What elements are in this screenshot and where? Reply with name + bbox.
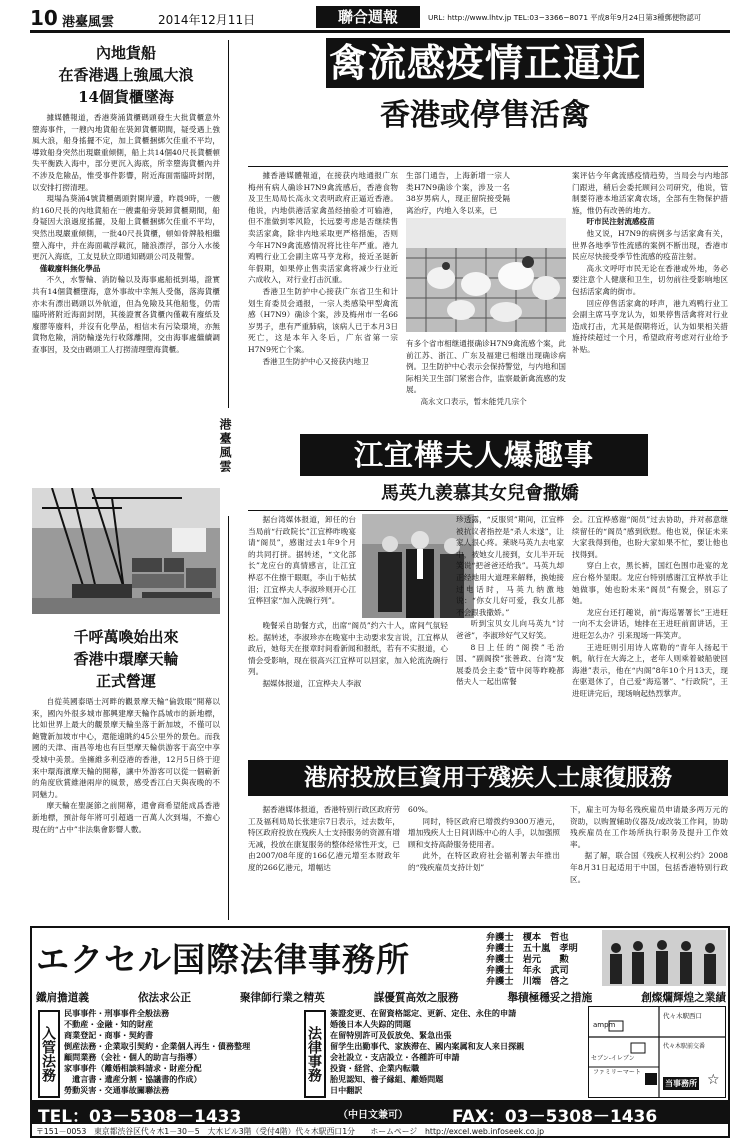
ad-tel-bar (32, 1100, 728, 1124)
ad-mid-line-4: 会社設立・支店設立・各種許可申請 (330, 1052, 460, 1062)
main-col3-p2: 他又说，H7N9的病例多与活家禽有关，世界各地季节性流感的案例不断出现，香港市民应尽快接受季节性流感的疫苗注射。 (572, 228, 728, 262)
second-subhead-rule (248, 510, 728, 511)
left1-para1: 據媒體報道，香港葵涌貨櫃碼頭發生大批貨櫃意外墮海事件，一艘內地貨船在裝卸貨櫃期間，疑受遇上強風大浪，船身搖擺不定，加上貨櫃捆綁欠佳重不平均，導致船身突然出現嚴重傾側，船上共14個40尺長貨櫃頓失平衡跌入海中，部分更沉入海底，所幸墮海貨櫃內并不涉及危險品，惟受事件影響，附近海面需臨時封閉，以安排打撈清理。 (32, 113, 220, 192)
slogan-1: 依法求公正 (137, 992, 191, 1004)
third-col3-p2: 据了解，联合国《残疾人权利公约》2008年8月31日起适用于中国，包括香港特别行政区。 (570, 851, 728, 884)
second-col1-p3: 据媒体报道，江宜桦夫人李淑 (262, 678, 362, 688)
main-col1 (248, 170, 398, 470)
third-col1-p1: 据香港媒体报道，香港特别行政区政府劳工及福利局局长张建宗7日表示，过去数年，特区政府投放在残疾人士支持服务的资源有增无减，投放在康复服务的整体经常性开支，已由2007/08年度的166亿港元增至本财政年度的266亿港元，增幅达 (248, 805, 400, 872)
ad-mid-lines (330, 1008, 582, 1096)
second-col2-p1: 珍透露，“反服贸”期间，江宜桦被抗议者指控是“杀人未遂”，让家人很心疼。莱晓马英九去电家中，被她女儿接到，女儿半开玩笑说“把爸爸还给我”。马英九却正经地用大道理来解释，换她接过电话时，马英九纳激地说：“你女儿好可爱，我女儿都不会跟我撒娇。” (456, 515, 564, 617)
main-col1-p2: 香港卫生防护中心接获广东省卫生和计划生育委员会通报，一宗人类感染甲型禽流感（H7N9）确诊个案，涉及梅州市一名66岁男子，患有严重肺病，该病人已于本月3日死亡，这是本年入冬后，广东省第一宗H7N9死亡个案。 (248, 286, 398, 354)
ad-mid-tag: 法律事務 (304, 1010, 326, 1098)
left2-para1: 自從英國泰晤士河畔的觀景摩天輪“倫敦眼”開幕以來，國內外很多城市都興建摩天輪作爲城市的新地標，比如世界上最大的觀景摩天輪坐落于新加坡，不僅可以飽覽新加坡市中心，還能遠眺約45公里外的景色。而我國的天津、南昌等地也有巨型摩天輪供游客于高空中享受城中美景。坐擁維多利亞港的香港，12月5日終于迎來中環海濱摩天輪的開幕，讓中外游客可以從一個嶄新的角度欣賞維港兩岸的風景，感受香江白天與夜晚的不同魅力。 (32, 697, 220, 799)
left1-para2: 現場為葵涌4號貨櫃碼頭對開岸邊，昨晨9時，一艘約160尺長的內地貨船在一艘畫船旁裝卸貨櫃期間，船身疑因大浪過度搖擺，及船上貨櫃捆綁欠佳重不平均，突然出現嚴重傾側，一批40尺長貨櫃，頓如骨牌般相繼墮入海中，并在海面載浮載沉，隨浪漂浮，部分入水後更沉入海底，工友見狀立即通知碼頭公司及報警。 (32, 194, 220, 262)
paper-name: 聯合週報 (316, 6, 420, 28)
second-col3-p3: 龙应台还打趣说，前“海巡署署长”王进旺一向不太会讲话，她排在王进旺前面讲话，王进旺怎么办？引来现场一阵笑声。 (572, 607, 728, 640)
ad-lawyer-4: 弁護士 川端 啓之 (486, 976, 569, 987)
second-headline: 江宜樺夫人爆趣事 (300, 434, 648, 476)
main-col1-p1: 據香港媒體報道，在接获内地通报广东梅州有病人确诊H7N9禽流感后，香港食物及卫生局局长高永文表明政府正逼近香港。他说，内地供港活家禽虽经抽验才可输港，但不准做到零风险，长远要考虑是否继续售卖活家禽，除非内地采取更严格措施，否则今年H7N9禽流感情况将比往年严重。港九鸡鸭行业工会副主席马亨龙称，接近圣诞新年假期，如果停止售卖活家禽将减少行业近六成收入，对行业打击沉重。 (248, 171, 398, 285)
main-subheadline: 香港或停售活禽 (380, 98, 590, 133)
second-col1-top (248, 514, 356, 618)
map-ampm: ampm (593, 1021, 616, 1029)
side-label: 港臺風雲 (218, 418, 232, 474)
second-col2-p2: 听到宝贝女儿向马英九“讨爸爸”，李淑珍好气又好笑。 (456, 619, 564, 640)
left2-title3: 正式營運 (95, 672, 156, 690)
second-subheadline: 馬英九羨慕其女兒會撒嬌 (381, 483, 579, 504)
ad-left-line-3: 倒産法務・企業取引契約・企業個人再生・債務整理 (64, 1041, 251, 1051)
left1-title1: 內地貨船 (95, 44, 156, 62)
main-headline: 禽流感疫情正逼近 (326, 38, 644, 88)
ad-lawyer-2: 弁護士 岩元 勲 (486, 954, 569, 965)
ad-firm-name: エクセル国際法律事務所 (36, 940, 410, 979)
third-col2-p1: 60%。 (408, 805, 433, 814)
second-col2-p3: 8日上任的“阁揆”毛治国、“副阁揆”张善政、台湾“发展委员会主委”管中闵等昨晚都偕夫人一起出席餐 (456, 642, 564, 687)
second-col1-p2: 晚餐采自助餐方式，出席“阁员”约六十人，席间气氛轻松。据转述，李淑珍亦在晚宴中主动要求发言说，江宜桦从政后，她每天在报章时间看新闻和报纸，若有不实报道，心情会受影响，现在很高兴江宜桦可以回家，加入轮流洗碗行列。 (248, 621, 448, 677)
second-col3-p1: 会。江宜桦感谢“阁员”过去协助，并对郝意继续留任的“阁员”感到欣慰。他也说，保证未来大家我得到他，也盼大家如果不忙，要让他也找得到。 (572, 515, 728, 559)
ad-mid-line-3: 留学生出勤事代、家族滞在、國内案属和友人来日探親 (330, 1041, 525, 1051)
main-subhead-rule (248, 166, 728, 167)
column-divider-top (228, 40, 229, 408)
slogan-2: 聚律師行業之精英 (239, 992, 325, 1004)
third-col3-p1: 下，雇主可为每名残疾雇员申请最多两万元的资助，以购置辅助仪器及/或改装工作间，协助残疾雇员在工作场所执行职务及提升工作效率。 (570, 805, 728, 849)
map-familymart: ファミリーマート (593, 1069, 641, 1076)
left1-para3: 不久，水警輪、消防輪以及海事處船抵到場，證實共有14個貨櫃墮海，意外事故中幸無人受傷，落海貨櫃亦未有漂出碼頭以外航道，但為免險及其他船隻，仍需臨時將附近海面封閉，其後證實各貨櫃內僅載有廢紙及廢膠等廢料，并沒有化學品，相信未有污染環境，亦無 貨物危險，消防輪遂先行收隊離開，交由海事處繼續調查事因，及交由碼頭工人打撈清理墮海貨櫃。 (32, 275, 220, 354)
ad-map (588, 1006, 726, 1098)
main-col3-p4: 回应停售活家禽的呼声，港九鸡鸭行业工会副主席马亨龙认为，如果停售活禽将对行业造成打击，尤其是假期将近，认为如果相关措施持续超过一个月，希望政府考虑对行业给予补贴。 (572, 298, 728, 354)
main-col2-p3: 高永文口表示，暂未能凭几宗个 (420, 396, 527, 406)
header-rule (30, 30, 730, 33)
section-name: 港臺風雲 (62, 15, 115, 30)
ad-slogans (36, 990, 726, 1005)
second-col1-bottom (248, 620, 448, 752)
ad-tel-note: （中日文兼可） (338, 1110, 408, 1121)
page-number: 10 (30, 6, 58, 30)
main-col3-p3: 高永文呼吁市民无论在香港或外地，务必要注意个人健康和卫生，切勿前往受影响地区包括活家禽的街市。 (572, 263, 728, 296)
ad-left-line-1: 不動産・金融・知的財産 (64, 1019, 154, 1029)
ad-mid-line-2: 在留特別許可及仮放免、緊急出張 (330, 1030, 452, 1040)
left1-subhead: 僅載廢料無化學品 (39, 263, 101, 273)
column-divider-bottom (228, 516, 229, 920)
ad-lawyer-3: 弁護士 年永 武司 (486, 965, 569, 976)
ad-address: 〒151－0053 東京都渋谷区代々木1－30－5 大木ビル3階（受付4階）代々木駅西口1分 ホームページ http://excel.web.infoseek.co.jp (36, 1127, 545, 1136)
ad-lawyer-0: 弁護士 榎本 哲也 (486, 932, 569, 943)
second-col3-p4: 王进旺则引用诗人席勒的“青年人扬起干帆，航行在大海之上，老年人则乘着破船驶回海港”表示，他在“内阁”8年10个月13天，现在驱退休了，自己爱“海巡署”、“行政院”，王进旺讲完后，现场响起热烈掌声。 (572, 642, 728, 698)
third-col3 (570, 804, 728, 920)
ad-left-line-6: 遺言書・遺産分割・協議書的作成） (64, 1074, 202, 1084)
ad-left-line-5: 家事事件（離婚相談料請求・財産分配 (64, 1063, 202, 1073)
third-headline: 港府投放巨資用于殘疾人士康復服務 (248, 760, 728, 796)
ad-lawyer-1: 弁護士 五十嵐 孝明 (486, 943, 578, 954)
ad-tel: TEL：03－5308－1433 (38, 1107, 242, 1124)
left2-body (32, 696, 220, 920)
left1-title2: 在香港遇上強風大浪 (58, 66, 194, 84)
main-col1-p3: 香港卫生防护中心又接获内地卫 (262, 356, 369, 366)
left2-title1: 千呼萬喚始出來 (73, 628, 179, 646)
ad-mid-line-1: 婚後日本人失踪的問題 (330, 1019, 411, 1029)
left1-title3: 14個貨櫃墜海 (78, 88, 174, 106)
ad-left-tag: 入管法務 (38, 1010, 60, 1098)
map-office-label: 当事務所 (665, 1079, 697, 1088)
poultry-photo (406, 218, 566, 332)
slogan-3: 謀優質高效之服務 (373, 992, 459, 1004)
main-col2-top (406, 170, 510, 218)
second-col1-p1: 据台湾媒体报道，卸任的台当局前“行政院长”江宜桦昨晚宴请“阁员”，感谢过去1年9个月的共同打拼。据转述，“文化部长”龙应台的真情感言，让江宜桦忍不住擦干眼眶，李山于帖拭泪；江宜桦夫人李淑珍则开心江宜桦回家“加入洗碗行列”。 (248, 515, 356, 606)
issue-date: 2014年12月11日 (158, 13, 256, 27)
second-col2 (456, 514, 564, 752)
third-col2 (408, 804, 560, 920)
ad-mid-line-6: 胎児認知、養子縁組、離婚問題 (330, 1074, 444, 1084)
main-col3-top (572, 170, 728, 470)
ad-mid-line-0: 簽證変更、在留資格認定、更新、定住、永住的申請 (330, 1008, 517, 1018)
left2-para2: 摩天輪在聖誕節之前開幕，還會商希望能成爲香港新地標，預計每年將可引超過一百萬人次到場，不擔心現在的“占中”非法集會影響人數。 (32, 801, 220, 834)
ad-left-line-7: 勞動災害・交通事故關聯法務 (64, 1085, 170, 1095)
third-col2-p3: 此外，在特区政府社会福利署去年推出的“残疾雇员支持计划” (408, 851, 560, 872)
map-seven-eleven: セブン-イレブン (591, 1055, 635, 1062)
slogan-0: 鐵肩擔道義 (36, 992, 89, 1004)
second-col3 (572, 514, 728, 752)
map-star-icon: ☆ (707, 1072, 720, 1088)
main-col3-p1: 案评估今年禽流感疫情趋势，当局会与内地部门跟进，稍后会委托顾问公司研究，他说，管制要符港本地活家禽农场，全部有生物保护措施，惟仍有改善的地方。 (572, 171, 728, 215)
map-police-box: 代々木駅前交番 (663, 1043, 706, 1050)
ad-lawyer-list (486, 932, 598, 987)
main-col3-sub: 吁市民注射流感疫苗 (586, 217, 655, 227)
slogan-4: 舉積極穩妥之措施 (507, 992, 593, 1004)
second-col3-p2: 穿白上衣，黑长裤，国红色围巾赴宴的龙应台格外显眼。龙应台特别感谢江宜桦放手让她做事，她也盼未来“阁员”有聚会，别忘了她。 (572, 561, 728, 606)
ad-left-line-0: 民事事件・刑事事件全般法務 (64, 1008, 170, 1018)
third-col1 (248, 804, 400, 920)
left2-title2: 香港中環摩天輪 (73, 650, 179, 668)
ad-mid-line-7: 日中翻訳 (330, 1085, 363, 1095)
ad-left-line-2: 商業登記・商事・契約書 (64, 1030, 154, 1040)
third-col2-p2: 同时，特区政府已增拨约9300万港元，增加残疾人士日间训练中心的人手，以加强照顾和支持高龄服务使用者。 (408, 816, 560, 849)
main-col2-p1: 生部门通告，上海新增一宗人类H7N9确诊个案，涉及一名38岁男病人，现正留院接受隔离治疗，内地入冬以来，已 (406, 171, 510, 215)
slogan-5: 創燦爛輝煌之業績 (641, 992, 726, 1004)
lawyers-group-photo (602, 930, 726, 986)
ad-mid-line-5: 投資・経営、企業内転職 (330, 1063, 420, 1073)
map-station: 代々木駅西口 (663, 1012, 702, 1020)
header-info: URL: http://www.lhtv.jp TEL:03−3366−8071 平成8年9月24日第3種郵便物認可 (428, 13, 702, 22)
port-photo (32, 488, 220, 614)
left1-body (32, 112, 220, 484)
ad-left-line-4: 顧問業務（会社・個人的助言与指導） (64, 1052, 202, 1062)
ad-fax: FAX：03－5308－1436 (452, 1107, 658, 1124)
main-col2-p2: 有多个省市相继通报确诊H7N9禽流感个案，此前江苏、浙江、广东及福建已相继出现确诊病例。卫生防护中心表示会保持警觉，与内地和国际相关卫生部门紧密合作，监察最新禽流感的发展。 (406, 339, 566, 395)
ad-left-lines (64, 1008, 302, 1096)
